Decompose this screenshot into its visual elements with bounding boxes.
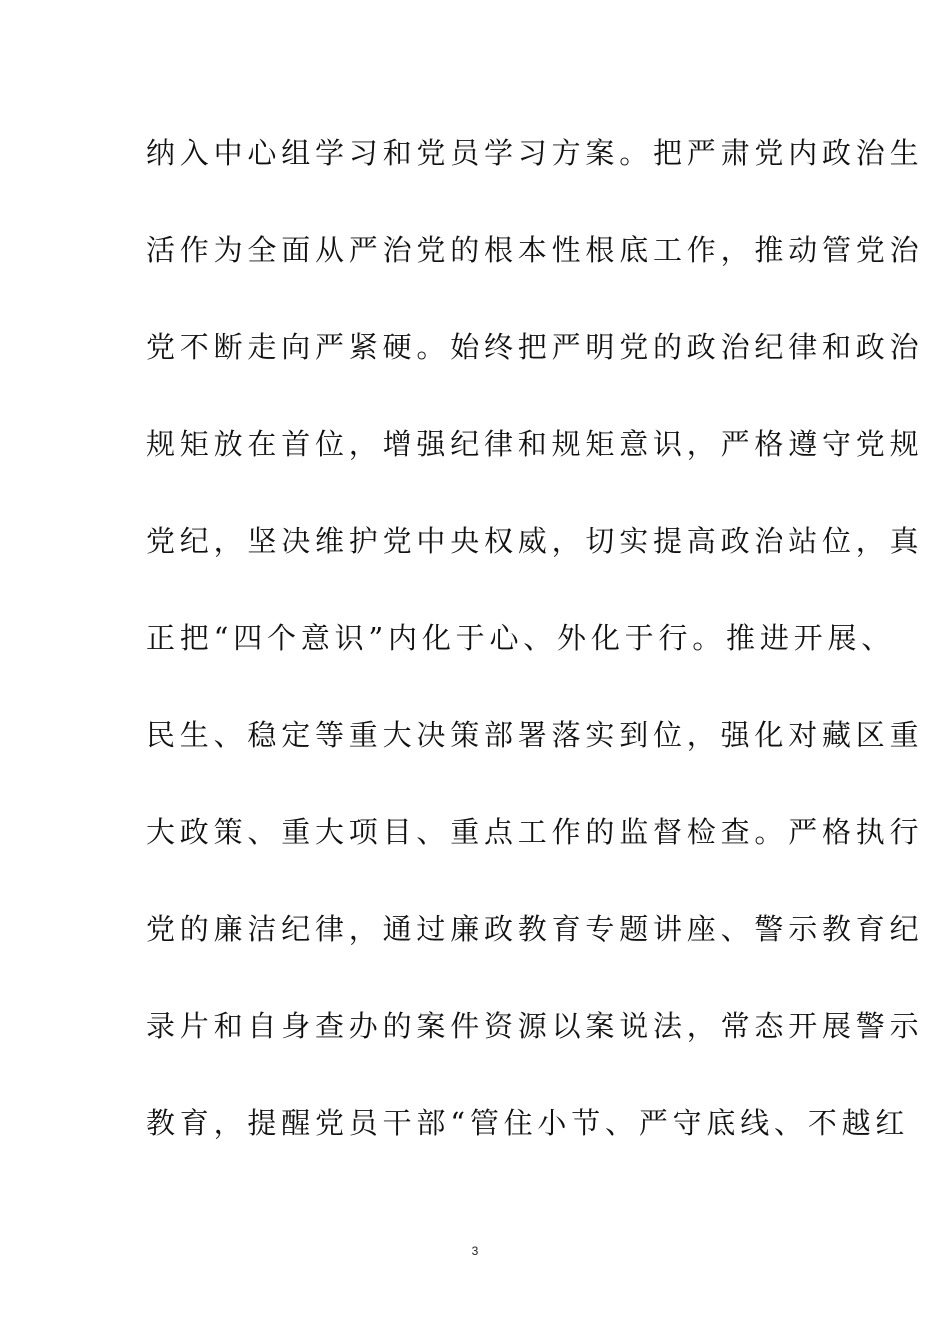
page-number: 3 <box>471 1244 479 1258</box>
text-line: 正把“四个意识”内化于心、外化于行。推进开展、 <box>146 621 896 655</box>
text-line: 民生、稳定等重大决策部署落实到位，强化对藏区重 <box>146 718 924 752</box>
text-line: 纳入中心组学习和党员学习方案。把严肃党内政治生 <box>146 136 924 170</box>
text-line: 录片和自身查办的案件资源以案说法，常态开展警示 <box>146 1009 924 1043</box>
text-line: 党的廉洁纪律，通过廉政教育专题讲座、警示教育纪 <box>146 912 924 946</box>
text-line: 教育，提醒党员干部“管住小节、严守底线、不越红 <box>146 1106 910 1140</box>
body-text <box>146 126 924 1193</box>
text-line: 规矩放在首位，增强纪律和规矩意识，严格遵守党规 <box>146 427 924 461</box>
text-line: 大政策、重大项目、重点工作的监督检查。严格执行 <box>146 815 924 849</box>
text-line: 活作为全面从严治党的根本性根底工作，推动管党治 <box>146 233 924 267</box>
text-line: 党纪，坚决维护党中央权威，切实提高政治站位，真 <box>146 524 924 558</box>
text-line: 党不断走向严紧硬。始终把严明党的政治纪律和政治 <box>146 330 924 364</box>
